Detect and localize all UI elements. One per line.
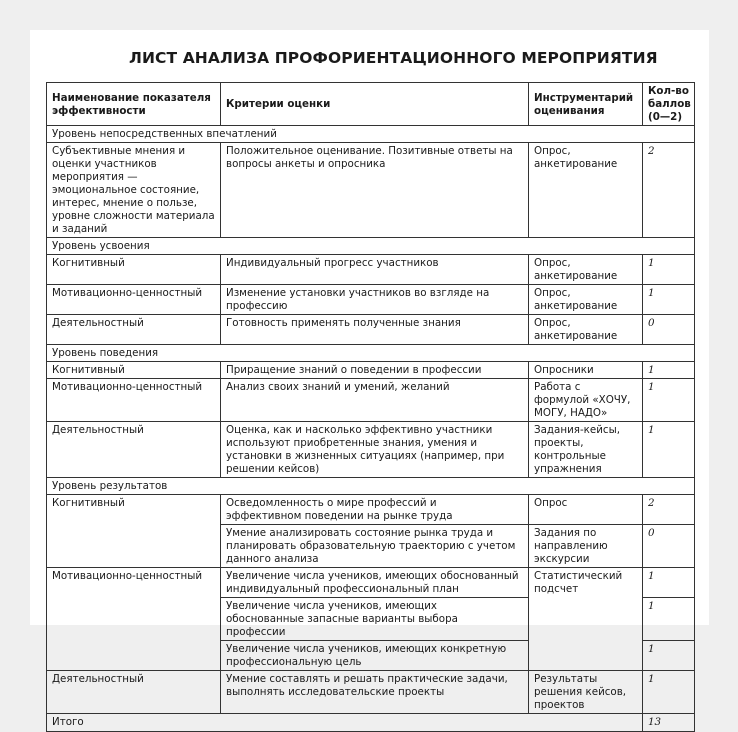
tools-cell: Работа с формулой «ХОЧУ, МОГУ, НАДО» bbox=[529, 379, 643, 422]
indicator-cell: Когнитивный bbox=[47, 495, 221, 525]
section-row bbox=[47, 478, 695, 495]
tools-cell: Результаты решения кейсов, проектов bbox=[529, 671, 643, 714]
score-cell: 1 bbox=[643, 422, 695, 478]
table-row bbox=[47, 362, 695, 379]
criteria-cell: Осведомленность о мире профессий и эффективном поведении на рынке труда bbox=[221, 495, 529, 525]
section-row bbox=[47, 345, 695, 362]
indicator-cell: Мотивационно-ценностный bbox=[47, 285, 221, 315]
table-header-row bbox=[47, 83, 695, 126]
criteria-cell: Умение составлять и решать практические задачи, выполнять исследовательские проекты bbox=[221, 671, 529, 714]
indicator-cell: Когнитивный bbox=[47, 255, 221, 285]
criteria-cell: Оценка, как и насколько эффективно участники используют приобретенные знания, умения и установки в жизненных ситуациях (например, при решении кейсов) bbox=[221, 422, 529, 478]
score-cell: 1 bbox=[643, 598, 695, 641]
section-title: Уровень непосредственных впечатлений bbox=[47, 126, 695, 143]
total-value: 13 bbox=[643, 714, 695, 732]
score-cell: 1 bbox=[643, 362, 695, 379]
table-row bbox=[47, 495, 695, 525]
total-label: Итого bbox=[47, 714, 643, 732]
table-row bbox=[47, 285, 695, 315]
tools-cell-continued bbox=[529, 641, 643, 671]
tools-cell: Опрос bbox=[529, 495, 643, 525]
header-tools: Инструментарий оценивания bbox=[529, 83, 643, 126]
score-cell: 2 bbox=[643, 495, 695, 525]
indicator-cell-continued bbox=[47, 641, 221, 671]
table-row bbox=[47, 525, 695, 568]
tools-cell: Задания по направлению экскурсии bbox=[529, 525, 643, 568]
section-title: Уровень поведения bbox=[47, 345, 695, 362]
tools-cell: Опрос, анкетирование bbox=[529, 143, 643, 238]
criteria-cell: Умение анализировать состояние рынка труда и планировать образовательную траекторию с учетом данного анализа bbox=[221, 525, 529, 568]
section-row bbox=[47, 126, 695, 143]
criteria-cell: Индивидуальный прогресс участников bbox=[221, 255, 529, 285]
tools-cell-continued bbox=[529, 598, 643, 641]
document-sheet bbox=[30, 30, 709, 728]
criteria-cell: Изменение установки участников во взгляде на профессию bbox=[221, 285, 529, 315]
score-cell: 0 bbox=[643, 315, 695, 345]
indicator-cell: Когнитивный bbox=[47, 362, 221, 379]
score-cell: 1 bbox=[643, 641, 695, 671]
header-criteria: Критерии оценки bbox=[221, 83, 529, 126]
table-row bbox=[47, 255, 695, 285]
criteria-cell: Анализ своих знаний и умений, желаний bbox=[221, 379, 529, 422]
indicator-cell: Субъективные мнения и оценки участников мероприятия — эмоциональное состояние, интерес, мнение о пользе, уровне сложности материала и заданий bbox=[47, 143, 221, 238]
tools-cell: Статистический подсчет bbox=[529, 568, 643, 598]
section-title: Уровень усвоения bbox=[47, 238, 695, 255]
table-row bbox=[47, 671, 695, 714]
document-title: ЛИСТ АНАЛИЗА ПРОФОРИЕНТАЦИОННОГО МЕРОПРИЯТИЯ bbox=[129, 49, 658, 67]
criteria-cell: Увеличение числа учеников, имеющих обоснованные запасные варианты выбора профессии bbox=[221, 598, 529, 641]
criteria-cell: Готовность применять полученные знания bbox=[221, 315, 529, 345]
score-cell: 0 bbox=[643, 525, 695, 568]
score-cell: 1 bbox=[643, 285, 695, 315]
indicator-cell: Деятельностный bbox=[47, 422, 221, 478]
indicator-cell: Мотивационно-ценностный bbox=[47, 568, 221, 598]
tools-cell: Опрос, анкетирование bbox=[529, 255, 643, 285]
score-cell: 1 bbox=[643, 255, 695, 285]
header-score: Кол-во баллов (0—2) bbox=[643, 83, 695, 126]
score-cell: 1 bbox=[643, 379, 695, 422]
tools-cell: Опрос, анкетирование bbox=[529, 315, 643, 345]
criteria-cell: Приращение знаний о поведении в профессии bbox=[221, 362, 529, 379]
indicator-cell: Деятельностный bbox=[47, 315, 221, 345]
analysis-table bbox=[46, 82, 695, 732]
table-row bbox=[47, 568, 695, 598]
score-cell: 1 bbox=[643, 568, 695, 598]
section-row bbox=[47, 238, 695, 255]
score-cell: 2 bbox=[643, 143, 695, 238]
table-row bbox=[47, 143, 695, 238]
tools-cell: Задания-кейсы, проекты, контрольные упражнения bbox=[529, 422, 643, 478]
criteria-cell: Увеличение числа учеников, имеющих обоснованный индивидуальный профессиональный план bbox=[221, 568, 529, 598]
total-row bbox=[47, 714, 695, 732]
header-indicator: Наименование показателя эффективности bbox=[47, 83, 221, 126]
table-row bbox=[47, 598, 695, 641]
tools-cell: Опросники bbox=[529, 362, 643, 379]
section-title: Уровень результатов bbox=[47, 478, 695, 495]
table-row bbox=[47, 379, 695, 422]
criteria-cell: Положительное оценивание. Позитивные ответы на вопросы анкеты и опросника bbox=[221, 143, 529, 238]
indicator-cell-continued bbox=[47, 598, 221, 641]
indicator-cell: Мотивационно-ценностный bbox=[47, 379, 221, 422]
tools-cell: Опрос, анкетирование bbox=[529, 285, 643, 315]
indicator-cell: Деятельностный bbox=[47, 671, 221, 714]
indicator-cell-continued bbox=[47, 525, 221, 568]
table-row bbox=[47, 315, 695, 345]
criteria-cell: Увеличение числа учеников, имеющих конкретную профессиональную цель bbox=[221, 641, 529, 671]
table-row bbox=[47, 641, 695, 671]
score-cell: 1 bbox=[643, 671, 695, 714]
table-row bbox=[47, 422, 695, 478]
